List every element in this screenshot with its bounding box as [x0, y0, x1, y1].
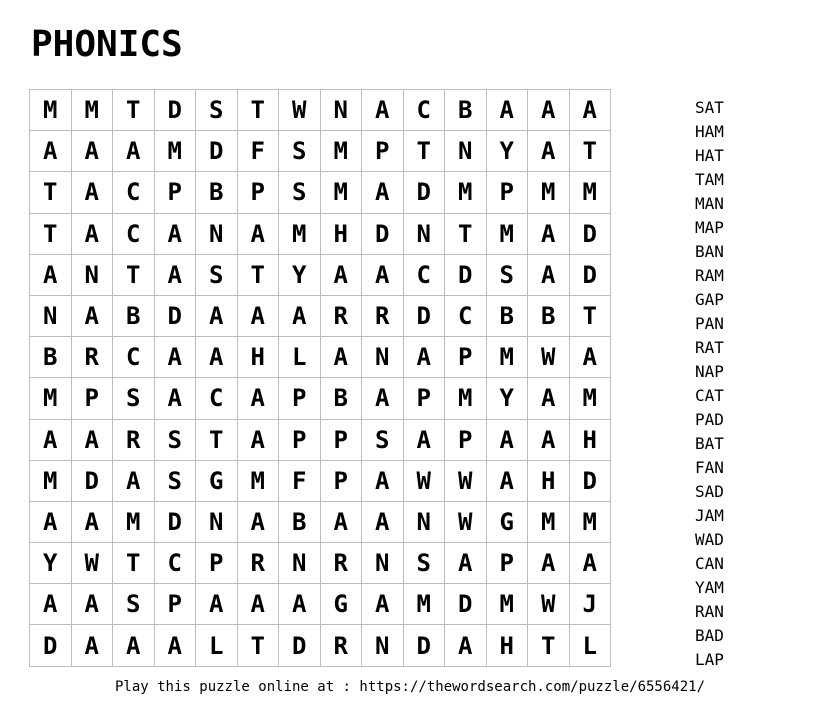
grid-cell: D [445, 584, 487, 625]
grid-cell: M [445, 172, 487, 213]
grid-cell: T [113, 90, 155, 131]
word-list-item: GAP [695, 290, 724, 309]
grid-cell: A [113, 461, 155, 502]
grid-cell: A [30, 584, 72, 625]
grid-cell: M [570, 378, 612, 419]
grid-cell: M [487, 337, 529, 378]
grid-cell: A [238, 296, 280, 337]
grid-cell: C [113, 214, 155, 255]
grid-cell: C [404, 90, 446, 131]
grid-cell: N [321, 90, 363, 131]
grid-cell: W [528, 584, 570, 625]
grid-cell: H [321, 214, 363, 255]
grid-cell: T [404, 131, 446, 172]
grid-cell: A [196, 584, 238, 625]
grid-cell: A [404, 420, 446, 461]
grid-cell: D [570, 461, 612, 502]
grid-cell: J [570, 584, 612, 625]
grid-cell: D [404, 172, 446, 213]
word-list-item: TAM [695, 170, 724, 189]
grid-cell: A [279, 584, 321, 625]
word-list-item: JAM [695, 506, 724, 525]
grid-cell: T [238, 90, 280, 131]
word-list-item: BAD [695, 626, 724, 645]
grid-cell: M [445, 378, 487, 419]
word-list-item: RAN [695, 602, 724, 621]
grid-cell: P [72, 378, 114, 419]
grid-cell: H [570, 420, 612, 461]
grid-cell: P [321, 420, 363, 461]
grid-cell: A [362, 584, 404, 625]
grid-cell: B [30, 337, 72, 378]
grid-cell: G [321, 584, 363, 625]
word-list-item: CAN [695, 554, 724, 573]
grid-cell: A [113, 625, 155, 666]
grid-cell: F [238, 131, 280, 172]
word-list-item: BAN [695, 242, 724, 261]
grid-cell: D [445, 255, 487, 296]
grid-cell: W [445, 461, 487, 502]
grid-cell: A [72, 502, 114, 543]
grid-cell: A [362, 90, 404, 131]
grid-cell: M [113, 502, 155, 543]
grid-cell: A [362, 461, 404, 502]
word-list-item: MAP [695, 218, 724, 237]
grid-cell: B [196, 172, 238, 213]
grid-cell: A [30, 255, 72, 296]
grid-cell: A [72, 625, 114, 666]
word-list-item: SAD [695, 482, 724, 501]
grid-cell: M [404, 584, 446, 625]
grid-cell: A [72, 172, 114, 213]
grid-cell: T [528, 625, 570, 666]
grid-cell: P [279, 420, 321, 461]
grid-cell: A [528, 90, 570, 131]
grid-cell: D [570, 255, 612, 296]
grid-cell: A [487, 461, 529, 502]
grid-cell: P [362, 131, 404, 172]
grid-cell: D [72, 461, 114, 502]
grid-cell: P [279, 378, 321, 419]
grid-cell: A [238, 420, 280, 461]
grid-cell: A [487, 90, 529, 131]
grid-cell: R [238, 543, 280, 584]
grid-cell: B [279, 502, 321, 543]
grid-cell: A [155, 214, 197, 255]
grid-cell: M [72, 90, 114, 131]
grid-cell: A [362, 502, 404, 543]
grid-cell: A [196, 296, 238, 337]
grid-cell: S [362, 420, 404, 461]
grid-cell: A [404, 337, 446, 378]
grid-cell: D [155, 296, 197, 337]
word-list-item: MAN [695, 194, 724, 213]
grid-cell: D [362, 214, 404, 255]
grid-cell: D [196, 131, 238, 172]
grid-cell: C [404, 255, 446, 296]
grid-cell: N [196, 214, 238, 255]
word-list-item: LAP [695, 650, 724, 669]
grid-cell: G [196, 461, 238, 502]
grid-cell: T [238, 255, 280, 296]
grid-cell: A [279, 296, 321, 337]
grid-cell: R [321, 543, 363, 584]
grid-cell: D [30, 625, 72, 666]
grid-cell: W [528, 337, 570, 378]
grid-cell: S [196, 255, 238, 296]
grid-cell: S [113, 584, 155, 625]
grid-cell: A [362, 255, 404, 296]
grid-cell: C [196, 378, 238, 419]
grid-cell: N [362, 337, 404, 378]
grid-cell: A [72, 131, 114, 172]
word-list [695, 96, 724, 672]
grid-cell: D [404, 625, 446, 666]
grid-cell: A [238, 378, 280, 419]
word-list-item: YAM [695, 578, 724, 597]
grid-cell: N [196, 502, 238, 543]
grid-cell: T [445, 214, 487, 255]
grid-cell: A [30, 502, 72, 543]
grid-cell: A [528, 214, 570, 255]
grid-cell: B [321, 378, 363, 419]
grid-cell: D [155, 502, 197, 543]
word-list-item: PAN [695, 314, 724, 333]
grid-cell: A [528, 378, 570, 419]
grid-cell: A [445, 543, 487, 584]
grid-cell: S [279, 172, 321, 213]
grid-cell: R [113, 420, 155, 461]
grid-cell: T [196, 420, 238, 461]
grid-cell: C [445, 296, 487, 337]
grid-cell: A [528, 420, 570, 461]
grid-cell: P [445, 420, 487, 461]
grid-cell: T [30, 214, 72, 255]
grid-cell: M [321, 131, 363, 172]
grid-cell: A [72, 420, 114, 461]
grid-cell: P [487, 543, 529, 584]
grid-cell: A [487, 420, 529, 461]
word-list-item: BAT [695, 434, 724, 453]
grid-cell: M [30, 461, 72, 502]
grid-cell: S [196, 90, 238, 131]
grid-cell: A [321, 337, 363, 378]
footer-text: Play this puzzle online at : https://thewordsearch.com/puzzle/6556421/ [114, 679, 705, 695]
grid-cell: N [362, 625, 404, 666]
word-list-item: CAT [695, 386, 724, 405]
grid-cell: R [321, 296, 363, 337]
grid-cell: A [445, 625, 487, 666]
grid-cell: B [113, 296, 155, 337]
grid-cell: A [72, 296, 114, 337]
grid-cell: T [570, 131, 612, 172]
grid-cell: N [279, 543, 321, 584]
grid-cell: W [279, 90, 321, 131]
word-list-item: RAT [695, 338, 724, 357]
grid-cell: A [238, 214, 280, 255]
grid-cell: A [72, 584, 114, 625]
grid-cell: C [113, 337, 155, 378]
grid-cell: A [528, 255, 570, 296]
grid-cell: A [570, 337, 612, 378]
grid-cell: T [238, 625, 280, 666]
grid-cell: S [487, 255, 529, 296]
grid-cell: A [72, 214, 114, 255]
word-list-item: HAT [695, 146, 724, 165]
grid-cell: A [30, 131, 72, 172]
grid-cell: A [155, 378, 197, 419]
grid-cell: A [155, 337, 197, 378]
grid-cell: P [238, 172, 280, 213]
grid-cell: A [321, 255, 363, 296]
grid-cell: H [487, 625, 529, 666]
grid-cell: Y [30, 543, 72, 584]
grid-cell: P [487, 172, 529, 213]
word-list-item: SAT [695, 98, 724, 117]
grid-cell: A [238, 584, 280, 625]
grid-cell: A [155, 625, 197, 666]
grid-cell: A [570, 543, 612, 584]
grid-cell: A [362, 378, 404, 419]
grid-cell: T [30, 172, 72, 213]
grid-cell: T [113, 543, 155, 584]
grid-cell: A [155, 255, 197, 296]
grid-cell: B [528, 296, 570, 337]
grid-cell: M [570, 502, 612, 543]
grid-cell: L [279, 337, 321, 378]
grid-cell: A [528, 543, 570, 584]
grid-cell: Y [487, 131, 529, 172]
grid-cell: M [279, 214, 321, 255]
grid-cell: F [279, 461, 321, 502]
grid-cell: M [528, 502, 570, 543]
grid-cell: A [238, 502, 280, 543]
grid-cell: M [238, 461, 280, 502]
grid-cell: M [487, 584, 529, 625]
grid-cell: M [528, 172, 570, 213]
grid-cell: N [362, 543, 404, 584]
letter-grid [29, 89, 611, 667]
grid-cell: C [155, 543, 197, 584]
grid-cell: N [72, 255, 114, 296]
grid-cell: P [155, 584, 197, 625]
grid-cell: S [279, 131, 321, 172]
grid-cell: R [321, 625, 363, 666]
grid-cell: S [155, 420, 197, 461]
puzzle-title: PHONICS [31, 24, 183, 65]
grid-cell: N [445, 131, 487, 172]
word-list-item: NAP [695, 362, 724, 381]
grid-cell: N [404, 502, 446, 543]
grid-cell: N [404, 214, 446, 255]
grid-cell: T [570, 296, 612, 337]
grid-cell: L [570, 625, 612, 666]
grid-cell: W [72, 543, 114, 584]
grid-cell: M [30, 378, 72, 419]
grid-cell: R [72, 337, 114, 378]
grid-cell: D [570, 214, 612, 255]
grid-cell: S [155, 461, 197, 502]
grid-cell: P [404, 378, 446, 419]
grid-cell: D [155, 90, 197, 131]
grid-cell: P [321, 461, 363, 502]
grid-cell: S [113, 378, 155, 419]
grid-cell: A [528, 131, 570, 172]
grid-cell: B [487, 296, 529, 337]
grid-cell: H [528, 461, 570, 502]
grid-cell: P [445, 337, 487, 378]
grid-cell: A [362, 172, 404, 213]
grid-cell: N [30, 296, 72, 337]
grid-cell: L [196, 625, 238, 666]
grid-cell: M [30, 90, 72, 131]
grid-cell: B [445, 90, 487, 131]
grid-cell: M [321, 172, 363, 213]
word-list-item: WAD [695, 530, 724, 549]
grid-cell: M [155, 131, 197, 172]
grid-cell: C [113, 172, 155, 213]
word-list-item: FAN [695, 458, 724, 477]
grid-cell: P [155, 172, 197, 213]
grid-cell: H [238, 337, 280, 378]
word-list-item: RAM [695, 266, 724, 285]
grid-cell: S [404, 543, 446, 584]
grid-cell: A [113, 131, 155, 172]
grid-cell: M [487, 214, 529, 255]
grid-cell: G [487, 502, 529, 543]
grid-cell: T [113, 255, 155, 296]
grid-cell: P [196, 543, 238, 584]
grid-cell: W [445, 502, 487, 543]
grid-cell: R [362, 296, 404, 337]
grid-cell: W [404, 461, 446, 502]
grid-cell: A [321, 502, 363, 543]
grid-cell: M [570, 172, 612, 213]
grid-cell: A [570, 90, 612, 131]
grid-cell: A [30, 420, 72, 461]
grid-cell: A [196, 337, 238, 378]
grid-cell: Y [487, 378, 529, 419]
word-list-item: HAM [695, 122, 724, 141]
grid-cell: D [279, 625, 321, 666]
word-list-item: PAD [695, 410, 724, 429]
grid-cell: Y [279, 255, 321, 296]
grid-cell: D [404, 296, 446, 337]
